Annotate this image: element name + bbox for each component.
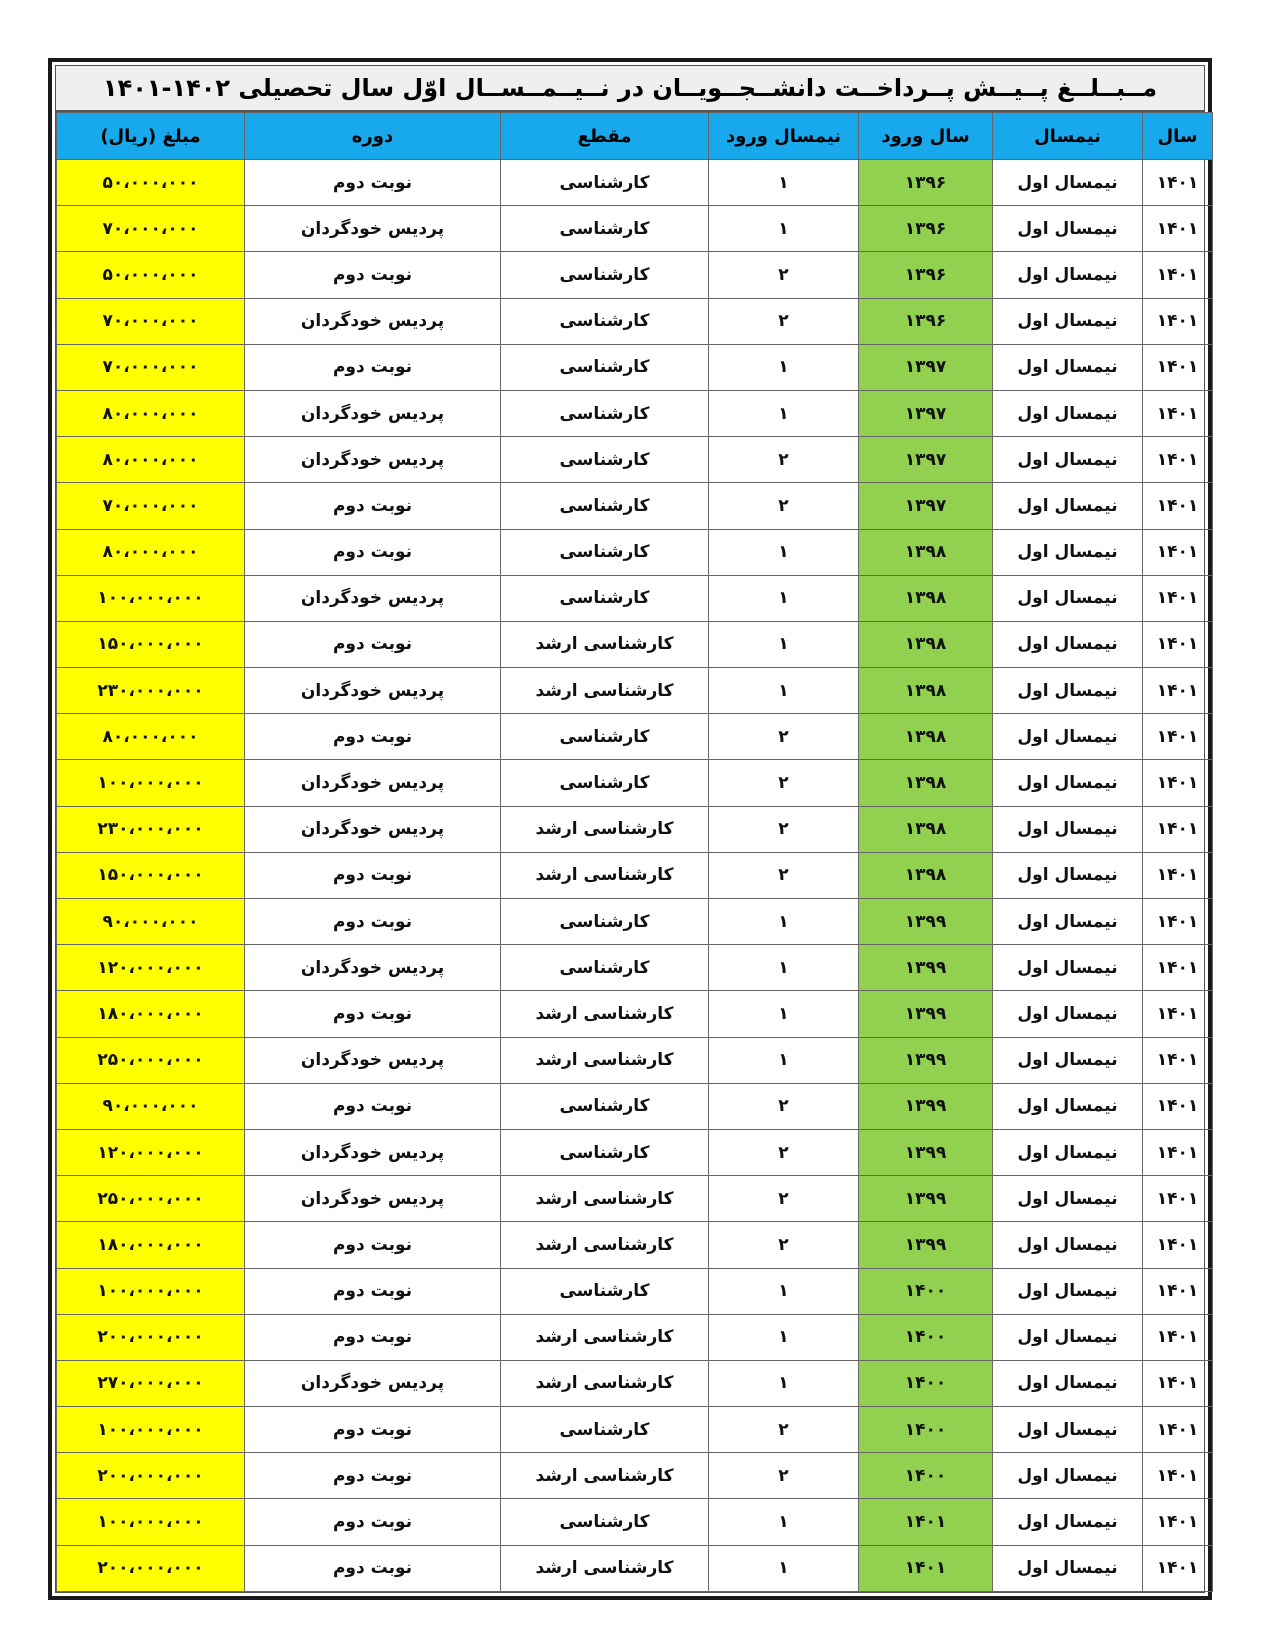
- table-row: [57, 991, 1213, 1037]
- cell-entry-year: ۱۳۹۹: [859, 1129, 993, 1175]
- cell-entry-year: ۱۴۰۰: [859, 1360, 993, 1406]
- table-row: [57, 621, 1213, 667]
- table-row: [57, 1037, 1213, 1083]
- cell-course: پردیس خودگردان: [245, 760, 501, 806]
- cell-year: ۱۴۰۱: [1143, 621, 1213, 667]
- table-row: [57, 298, 1213, 344]
- cell-semester: نیمسال اول: [993, 344, 1143, 390]
- cell-entry-semester: ۱: [709, 1268, 859, 1314]
- cell-amount: ۷۰،۰۰۰،۰۰۰: [57, 344, 245, 390]
- cell-entry-semester: ۱: [709, 1360, 859, 1406]
- table-body: [57, 160, 1213, 1592]
- cell-year: ۱۴۰۱: [1143, 1314, 1213, 1360]
- cell-amount: ۹۰،۰۰۰،۰۰۰: [57, 1083, 245, 1129]
- cell-entry-semester: ۱: [709, 1314, 859, 1360]
- tuition-table: [56, 112, 1213, 1592]
- cell-course: نوبت دوم: [245, 1222, 501, 1268]
- cell-year: ۱۴۰۱: [1143, 1083, 1213, 1129]
- cell-amount: ۱۰۰،۰۰۰،۰۰۰: [57, 1407, 245, 1453]
- cell-entry-year: ۱۳۹۸: [859, 575, 993, 621]
- cell-semester: نیمسال اول: [993, 852, 1143, 898]
- cell-semester: نیمسال اول: [993, 621, 1143, 667]
- cell-course: پردیس خودگردان: [245, 668, 501, 714]
- cell-entry-year: ۱۴۰۰: [859, 1314, 993, 1360]
- cell-level: کارشناسی: [501, 252, 709, 298]
- cell-semester: نیمسال اول: [993, 1129, 1143, 1175]
- cell-level: کارشناسی: [501, 945, 709, 991]
- cell-level: کارشناسی ارشد: [501, 1545, 709, 1591]
- cell-course: پردیس خودگردان: [245, 806, 501, 852]
- table-row: [57, 1268, 1213, 1314]
- cell-year: ۱۴۰۱: [1143, 1222, 1213, 1268]
- cell-year: ۱۴۰۱: [1143, 298, 1213, 344]
- cell-semester: نیمسال اول: [993, 1176, 1143, 1222]
- cell-semester: نیمسال اول: [993, 899, 1143, 945]
- cell-amount: ۵۰،۰۰۰،۰۰۰: [57, 160, 245, 206]
- cell-amount: ۷۰،۰۰۰،۰۰۰: [57, 298, 245, 344]
- cell-amount: ۲۰۰،۰۰۰،۰۰۰: [57, 1453, 245, 1499]
- cell-entry-year: ۱۳۹۹: [859, 1083, 993, 1129]
- cell-year: ۱۴۰۱: [1143, 852, 1213, 898]
- cell-amount: ۱۸۰،۰۰۰،۰۰۰: [57, 1222, 245, 1268]
- cell-amount: ۲۰۰،۰۰۰،۰۰۰: [57, 1545, 245, 1591]
- cell-level: کارشناسی: [501, 1499, 709, 1545]
- cell-entry-semester: ۲: [709, 1129, 859, 1175]
- page-title: مــبــلــغ پــیــش پــرداخــت دانشــجــویــان در نــیــمــســال اوّل سال تحصیلی ۱۴۰۲-۱۴۰۱: [56, 66, 1204, 112]
- cell-semester: نیمسال اول: [993, 945, 1143, 991]
- cell-level: کارشناسی ارشد: [501, 1176, 709, 1222]
- cell-year: ۱۴۰۱: [1143, 806, 1213, 852]
- table-row: [57, 575, 1213, 621]
- table-row: [57, 1407, 1213, 1453]
- cell-amount: ۱۰۰،۰۰۰،۰۰۰: [57, 575, 245, 621]
- cell-entry-semester: ۱: [709, 945, 859, 991]
- cell-semester: نیمسال اول: [993, 1499, 1143, 1545]
- cell-year: ۱۴۰۱: [1143, 760, 1213, 806]
- cell-level: کارشناسی: [501, 483, 709, 529]
- cell-course: نوبت دوم: [245, 252, 501, 298]
- cell-level: کارشناسی ارشد: [501, 1314, 709, 1360]
- cell-entry-semester: ۲: [709, 298, 859, 344]
- table-row: [57, 390, 1213, 436]
- cell-entry-semester: ۱: [709, 668, 859, 714]
- cell-entry-year: ۱۳۹۹: [859, 1222, 993, 1268]
- table-row: [57, 1453, 1213, 1499]
- cell-entry-semester: ۲: [709, 1083, 859, 1129]
- cell-level: کارشناسی ارشد: [501, 806, 709, 852]
- cell-course: پردیس خودگردان: [245, 575, 501, 621]
- table-row: [57, 1083, 1213, 1129]
- cell-semester: نیمسال اول: [993, 1407, 1143, 1453]
- cell-entry-year: ۱۴۰۰: [859, 1453, 993, 1499]
- cell-entry-year: ۱۳۹۸: [859, 714, 993, 760]
- cell-course: پردیس خودگردان: [245, 1360, 501, 1406]
- cell-year: ۱۴۰۱: [1143, 206, 1213, 252]
- cell-course: پردیس خودگردان: [245, 437, 501, 483]
- cell-entry-year: ۱۳۹۷: [859, 344, 993, 390]
- cell-year: ۱۴۰۱: [1143, 160, 1213, 206]
- cell-course: نوبت دوم: [245, 1499, 501, 1545]
- cell-amount: ۲۵۰،۰۰۰،۰۰۰: [57, 1037, 245, 1083]
- table-row: [57, 1499, 1213, 1545]
- cell-year: ۱۴۰۱: [1143, 991, 1213, 1037]
- cell-entry-year: ۱۴۰۰: [859, 1407, 993, 1453]
- cell-entry-semester: ۱: [709, 991, 859, 1037]
- cell-level: کارشناسی: [501, 760, 709, 806]
- cell-course: نوبت دوم: [245, 160, 501, 206]
- cell-year: ۱۴۰۱: [1143, 1129, 1213, 1175]
- cell-amount: ۲۵۰،۰۰۰،۰۰۰: [57, 1176, 245, 1222]
- cell-semester: نیمسال اول: [993, 1222, 1143, 1268]
- cell-year: ۱۴۰۱: [1143, 483, 1213, 529]
- cell-year: ۱۴۰۱: [1143, 1268, 1213, 1314]
- table-header: [57, 113, 1213, 160]
- cell-level: کارشناسی ارشد: [501, 1222, 709, 1268]
- table-row: [57, 1360, 1213, 1406]
- cell-entry-year: ۱۳۹۹: [859, 991, 993, 1037]
- cell-entry-year: ۱۳۹۷: [859, 437, 993, 483]
- cell-amount: ۲۷۰،۰۰۰،۰۰۰: [57, 1360, 245, 1406]
- cell-year: ۱۴۰۱: [1143, 1545, 1213, 1591]
- cell-course: نوبت دوم: [245, 529, 501, 575]
- cell-course: نوبت دوم: [245, 714, 501, 760]
- cell-entry-semester: ۱: [709, 529, 859, 575]
- table-row: [57, 483, 1213, 529]
- cell-year: ۱۴۰۱: [1143, 714, 1213, 760]
- cell-course: نوبت دوم: [245, 1268, 501, 1314]
- cell-entry-semester: ۲: [709, 1407, 859, 1453]
- cell-semester: نیمسال اول: [993, 1037, 1143, 1083]
- cell-entry-semester: ۱: [709, 1545, 859, 1591]
- cell-level: کارشناسی: [501, 1407, 709, 1453]
- cell-level: کارشناسی: [501, 575, 709, 621]
- cell-entry-year: ۱۳۹۹: [859, 945, 993, 991]
- cell-course: نوبت دوم: [245, 899, 501, 945]
- cell-level: کارشناسی ارشد: [501, 1453, 709, 1499]
- cell-level: کارشناسی: [501, 1268, 709, 1314]
- cell-year: ۱۴۰۱: [1143, 252, 1213, 298]
- cell-course: پردیس خودگردان: [245, 1176, 501, 1222]
- cell-entry-year: ۱۳۹۹: [859, 899, 993, 945]
- cell-level: کارشناسی: [501, 899, 709, 945]
- cell-amount: ۸۰،۰۰۰،۰۰۰: [57, 714, 245, 760]
- cell-semester: نیمسال اول: [993, 1083, 1143, 1129]
- cell-year: ۱۴۰۱: [1143, 668, 1213, 714]
- cell-entry-year: ۱۴۰۱: [859, 1545, 993, 1591]
- table-row: [57, 252, 1213, 298]
- cell-amount: ۷۰،۰۰۰،۰۰۰: [57, 483, 245, 529]
- cell-semester: نیمسال اول: [993, 1268, 1143, 1314]
- table-row: [57, 1176, 1213, 1222]
- cell-course: نوبت دوم: [245, 1407, 501, 1453]
- cell-year: ۱۴۰۱: [1143, 390, 1213, 436]
- cell-semester: نیمسال اول: [993, 714, 1143, 760]
- cell-entry-year: ۱۳۹۹: [859, 1176, 993, 1222]
- cell-amount: ۱۲۰،۰۰۰،۰۰۰: [57, 1129, 245, 1175]
- cell-level: کارشناسی ارشد: [501, 668, 709, 714]
- cell-entry-year: ۱۳۹۸: [859, 806, 993, 852]
- cell-year: ۱۴۰۱: [1143, 344, 1213, 390]
- cell-course: پردیس خودگردان: [245, 945, 501, 991]
- cell-entry-year: ۱۳۹۹: [859, 1037, 993, 1083]
- table-row: [57, 344, 1213, 390]
- cell-year: ۱۴۰۱: [1143, 437, 1213, 483]
- cell-entry-semester: ۱: [709, 899, 859, 945]
- cell-entry-year: ۱۴۰۰: [859, 1268, 993, 1314]
- cell-semester: نیمسال اول: [993, 160, 1143, 206]
- cell-level: کارشناسی: [501, 206, 709, 252]
- cell-level: کارشناسی ارشد: [501, 991, 709, 1037]
- cell-entry-year: ۱۳۹۸: [859, 529, 993, 575]
- cell-entry-semester: ۱: [709, 206, 859, 252]
- table-row: [57, 529, 1213, 575]
- cell-level: کارشناسی: [501, 437, 709, 483]
- cell-amount: ۱۵۰،۰۰۰،۰۰۰: [57, 852, 245, 898]
- cell-course: نوبت دوم: [245, 991, 501, 1037]
- cell-amount: ۱۸۰،۰۰۰،۰۰۰: [57, 991, 245, 1037]
- table-row: [57, 806, 1213, 852]
- cell-level: کارشناسی ارشد: [501, 1360, 709, 1406]
- cell-semester: نیمسال اول: [993, 206, 1143, 252]
- cell-level: کارشناسی: [501, 344, 709, 390]
- cell-semester: نیمسال اول: [993, 1453, 1143, 1499]
- cell-semester: نیمسال اول: [993, 1545, 1143, 1591]
- cell-entry-year: ۱۳۹۷: [859, 483, 993, 529]
- cell-year: ۱۴۰۱: [1143, 1360, 1213, 1406]
- cell-entry-year: ۱۳۹۸: [859, 621, 993, 667]
- document-frame: [48, 58, 1212, 1600]
- cell-year: ۱۴۰۱: [1143, 899, 1213, 945]
- cell-level: کارشناسی: [501, 390, 709, 436]
- cell-semester: نیمسال اول: [993, 529, 1143, 575]
- header-year: سال: [1143, 113, 1213, 160]
- cell-level: کارشناسی: [501, 1129, 709, 1175]
- cell-entry-semester: ۲: [709, 437, 859, 483]
- table-row: [57, 668, 1213, 714]
- cell-level: کارشناسی: [501, 1083, 709, 1129]
- cell-amount: ۸۰،۰۰۰،۰۰۰: [57, 529, 245, 575]
- cell-entry-year: ۱۳۹۶: [859, 160, 993, 206]
- table-row: [57, 437, 1213, 483]
- cell-semester: نیمسال اول: [993, 390, 1143, 436]
- table-row: [57, 899, 1213, 945]
- cell-entry-semester: ۲: [709, 1222, 859, 1268]
- cell-entry-semester: ۲: [709, 714, 859, 760]
- cell-entry-year: ۱۴۰۱: [859, 1499, 993, 1545]
- cell-semester: نیمسال اول: [993, 760, 1143, 806]
- header-course: دوره: [245, 113, 501, 160]
- cell-entry-year: ۱۳۹۸: [859, 668, 993, 714]
- table-row: [57, 714, 1213, 760]
- cell-semester: نیمسال اول: [993, 1360, 1143, 1406]
- cell-entry-semester: ۱: [709, 390, 859, 436]
- header-row: [57, 113, 1213, 160]
- cell-entry-year: ۱۳۹۸: [859, 760, 993, 806]
- cell-course: پردیس خودگردان: [245, 1129, 501, 1175]
- cell-semester: نیمسال اول: [993, 252, 1143, 298]
- cell-amount: ۲۳۰،۰۰۰،۰۰۰: [57, 668, 245, 714]
- cell-entry-semester: ۱: [709, 621, 859, 667]
- cell-course: نوبت دوم: [245, 1545, 501, 1591]
- document-inner: [55, 65, 1205, 1593]
- table-row: [57, 852, 1213, 898]
- cell-course: نوبت دوم: [245, 1453, 501, 1499]
- cell-semester: نیمسال اول: [993, 668, 1143, 714]
- cell-entry-semester: ۱: [709, 575, 859, 621]
- cell-amount: ۸۰،۰۰۰،۰۰۰: [57, 437, 245, 483]
- header-semester: نیمسال: [993, 113, 1143, 160]
- cell-level: کارشناسی: [501, 160, 709, 206]
- cell-entry-semester: ۲: [709, 1176, 859, 1222]
- cell-entry-semester: ۱: [709, 1037, 859, 1083]
- cell-entry-semester: ۲: [709, 806, 859, 852]
- cell-course: پردیس خودگردان: [245, 298, 501, 344]
- table-row: [57, 206, 1213, 252]
- cell-level: کارشناسی ارشد: [501, 621, 709, 667]
- table-row: [57, 1314, 1213, 1360]
- cell-amount: ۹۰،۰۰۰،۰۰۰: [57, 899, 245, 945]
- cell-amount: ۱۰۰،۰۰۰،۰۰۰: [57, 1499, 245, 1545]
- header-level: مقطع: [501, 113, 709, 160]
- cell-entry-year: ۱۳۹۷: [859, 390, 993, 436]
- cell-amount: ۲۰۰،۰۰۰،۰۰۰: [57, 1314, 245, 1360]
- cell-year: ۱۴۰۱: [1143, 945, 1213, 991]
- header-entry-semester: نیمسال ورود: [709, 113, 859, 160]
- cell-amount: ۱۵۰،۰۰۰،۰۰۰: [57, 621, 245, 667]
- cell-course: نوبت دوم: [245, 1083, 501, 1129]
- cell-entry-semester: ۱: [709, 160, 859, 206]
- cell-course: پردیس خودگردان: [245, 1037, 501, 1083]
- cell-entry-semester: ۲: [709, 1453, 859, 1499]
- table-row: [57, 1545, 1213, 1591]
- cell-course: نوبت دوم: [245, 621, 501, 667]
- cell-entry-year: ۱۳۹۸: [859, 852, 993, 898]
- table-row: [57, 760, 1213, 806]
- cell-semester: نیمسال اول: [993, 575, 1143, 621]
- cell-amount: ۲۳۰،۰۰۰،۰۰۰: [57, 806, 245, 852]
- header-amount: مبلغ (ریال): [57, 113, 245, 160]
- cell-amount: ۱۰۰،۰۰۰،۰۰۰: [57, 1268, 245, 1314]
- cell-entry-semester: ۱: [709, 344, 859, 390]
- cell-entry-year: ۱۳۹۶: [859, 206, 993, 252]
- cell-entry-semester: ۲: [709, 852, 859, 898]
- cell-entry-year: ۱۳۹۶: [859, 252, 993, 298]
- table-row: [57, 1222, 1213, 1268]
- cell-year: ۱۴۰۱: [1143, 1037, 1213, 1083]
- cell-course: نوبت دوم: [245, 483, 501, 529]
- cell-entry-semester: ۱: [709, 1499, 859, 1545]
- cell-semester: نیمسال اول: [993, 483, 1143, 529]
- cell-course: نوبت دوم: [245, 852, 501, 898]
- cell-course: نوبت دوم: [245, 1314, 501, 1360]
- cell-amount: ۷۰،۰۰۰،۰۰۰: [57, 206, 245, 252]
- cell-semester: نیمسال اول: [993, 806, 1143, 852]
- cell-amount: ۱۰۰،۰۰۰،۰۰۰: [57, 760, 245, 806]
- cell-semester: نیمسال اول: [993, 298, 1143, 344]
- cell-amount: ۸۰،۰۰۰،۰۰۰: [57, 390, 245, 436]
- cell-semester: نیمسال اول: [993, 991, 1143, 1037]
- header-entry-year: سال ورود: [859, 113, 993, 160]
- cell-level: کارشناسی: [501, 529, 709, 575]
- cell-level: کارشناسی: [501, 714, 709, 760]
- cell-year: ۱۴۰۱: [1143, 1407, 1213, 1453]
- table-row: [57, 160, 1213, 206]
- cell-entry-semester: ۲: [709, 760, 859, 806]
- cell-year: ۱۴۰۱: [1143, 575, 1213, 621]
- cell-semester: نیمسال اول: [993, 437, 1143, 483]
- cell-level: کارشناسی ارشد: [501, 1037, 709, 1083]
- cell-entry-semester: ۲: [709, 252, 859, 298]
- table-row: [57, 945, 1213, 991]
- cell-entry-semester: ۲: [709, 483, 859, 529]
- cell-semester: نیمسال اول: [993, 1314, 1143, 1360]
- table-row: [57, 1129, 1213, 1175]
- cell-entry-year: ۱۳۹۶: [859, 298, 993, 344]
- cell-year: ۱۴۰۱: [1143, 1453, 1213, 1499]
- cell-year: ۱۴۰۱: [1143, 529, 1213, 575]
- cell-year: ۱۴۰۱: [1143, 1176, 1213, 1222]
- cell-level: کارشناسی: [501, 298, 709, 344]
- cell-course: نوبت دوم: [245, 344, 501, 390]
- cell-amount: ۵۰،۰۰۰،۰۰۰: [57, 252, 245, 298]
- cell-course: پردیس خودگردان: [245, 390, 501, 436]
- cell-level: کارشناسی ارشد: [501, 852, 709, 898]
- cell-year: ۱۴۰۱: [1143, 1499, 1213, 1545]
- cell-course: پردیس خودگردان: [245, 206, 501, 252]
- cell-amount: ۱۲۰،۰۰۰،۰۰۰: [57, 945, 245, 991]
